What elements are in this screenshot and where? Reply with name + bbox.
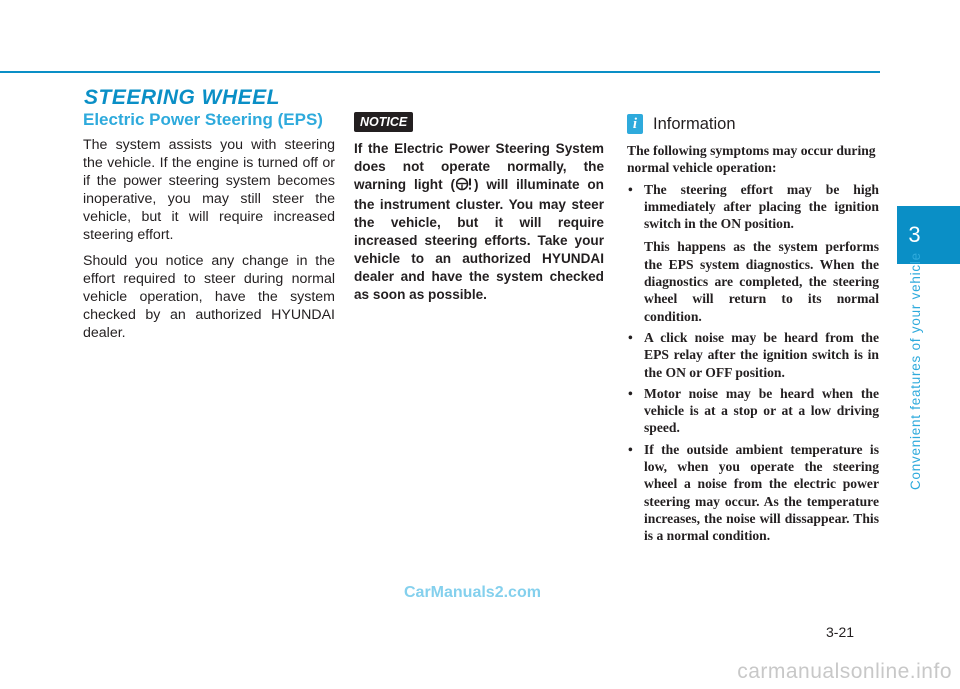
information-title: Information [653, 114, 736, 133]
chapter-label: Convenient features of your vehicle [908, 252, 923, 490]
eps-column [83, 110, 335, 350]
eps-heading: Electric Power Steering (EPS) [83, 110, 323, 129]
notice-text-before: If the Electric Power Steering System does not operate normally, the warning light ( [354, 141, 604, 192]
notice-text [354, 140, 604, 304]
chapter-tab [897, 206, 960, 264]
list-item-text: If the outside ambient temperature is low, when you operate the steering wheel a noise from the electric power steering may occur. As the temperature increases, the noise will dissappear. This is a normal condition. [644, 441, 879, 544]
watermark-carmanualsonline[interactable]: carmanualsonline.info [737, 660, 952, 683]
list-item [627, 385, 879, 437]
list-item-text: Motor noise may be heard when the vehicle is at a stop or at a low driving speed. [644, 385, 879, 436]
watermark-carmanuals2[interactable]: CarManuals2.com [404, 584, 541, 601]
top-divider [0, 71, 880, 73]
bullet-icon: • [628, 441, 633, 457]
information-header [627, 114, 879, 134]
chapter-number: 3 [908, 222, 921, 247]
info-icon: i [627, 114, 643, 134]
bullet-icon: • [628, 385, 633, 401]
eps-paragraph-1: The system assists you with steering the vehicle. If the engine is turned off or if the power steering system becomes inoperative, you may still steer the vehicle, but it will require increased steering effort. [83, 137, 335, 243]
list-item [627, 441, 879, 545]
bullet-icon: • [628, 181, 633, 197]
page-number: 3-21 [826, 624, 855, 640]
list-item [627, 329, 879, 381]
information-lead: The following symptoms may occur during normal vehicle operation: [627, 143, 876, 176]
list-item-text: The steering effort may be high immediately after placing the ignition switch in the ON position. [644, 181, 879, 232]
notice-badge: NOTICE [354, 112, 413, 132]
list-item [627, 181, 879, 325]
information-list [627, 181, 879, 545]
list-item-text: A click noise may be heard from the EPS relay after the ignition switch is in the ON or OFF position. [644, 329, 879, 380]
notice-text-after: ) will illuminate on the instrument cluster. You may steer the vehicle, but it will require increased steering efforts. Take your vehicle to an authorized HYUNDAI dealer and have the system checked as soon as possible. [354, 177, 604, 302]
list-item-subtext: This happens as the system performs the EPS system diagnostics. When the diagnostics are completed, the steering wheel will return to its normal condition. [644, 239, 879, 324]
notice-column [354, 112, 604, 304]
steering-warning-icon [456, 177, 473, 196]
eps-paragraph-2: Should you notice any change in the effort required to steer during normal vehicle operation, have the system checked by an authorized HYUNDAI dealer. [83, 253, 335, 341]
section-title: STEERING WHEEL [84, 86, 281, 109]
bullet-icon: • [628, 329, 633, 345]
information-column [627, 114, 879, 549]
